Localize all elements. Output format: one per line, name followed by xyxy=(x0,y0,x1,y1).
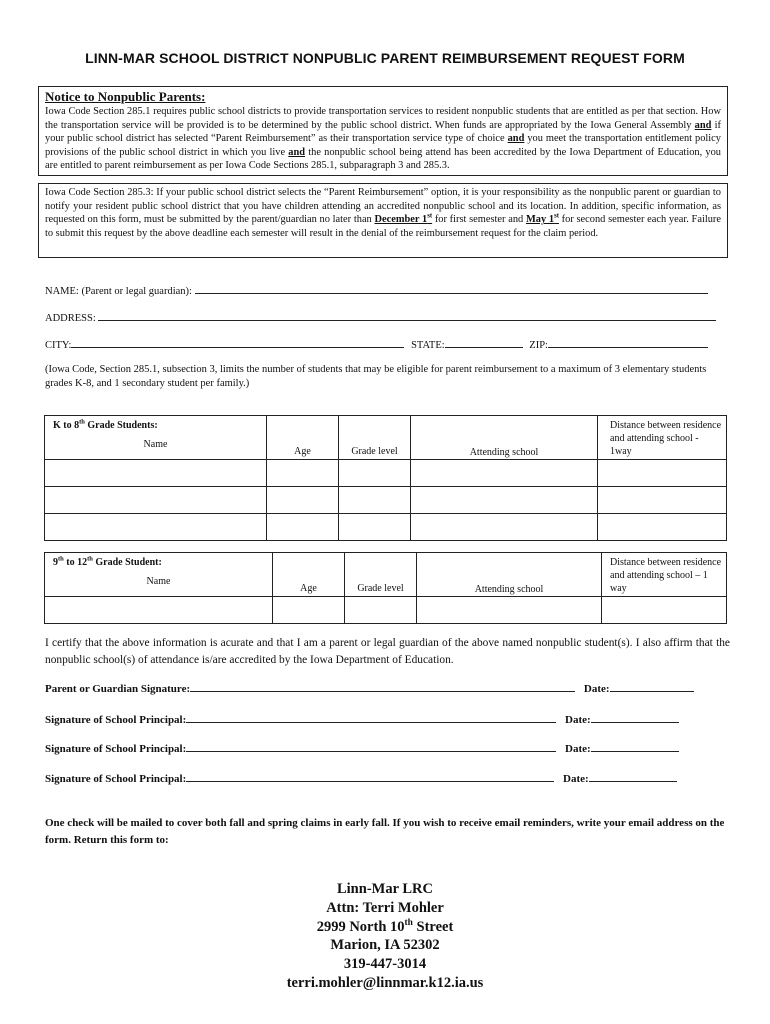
hs-distance-header: Distance between residence and attending school – 1 way xyxy=(602,553,727,597)
k8-row[interactable] xyxy=(45,514,727,541)
9-12-students-table xyxy=(44,552,727,624)
notice-paragraph: Iowa Code Section 285.1 requires public school districts to provide transportation services to resident nonpublic students that are entitled as per that section. How the transportation service will be provided is to be determined by the public school district. When funds are appropriated by the Iowa General Assembly and if your public school district has selected “Parent Reimbursement” as their transportation service type of choice and you meet the transportation entitlement policy provisions of the public school district in which you live and the nonpublic school being attend has been accredited by the Iowa Department of Education, you are entitled to parent reimbursement as per Iowa Code Sections 285.1, subparagraph 3 and 285.3. xyxy=(45,106,721,172)
hs-school-header: Attending school xyxy=(417,553,602,597)
principal-signature-line-1[interactable]: Signature of School Principal: Date: xyxy=(45,713,679,726)
principal-signature-blank[interactable] xyxy=(186,772,554,782)
hs-name-header: 9th to 12th Grade Student: Name xyxy=(45,553,273,597)
december-deadline: December 1st xyxy=(374,212,433,226)
student-limit-note: (Iowa Code, Section 285.1, subsection 3, limits the number of students that may be eligible for parent reimbursement to a maximum of 3 elementary students grades K-8, and 1 secondary student per family.) xyxy=(45,364,707,389)
city-state-zip-line xyxy=(45,338,708,351)
certification-statement: I certify that the above information is acurate and that I am a parent or legal guardian of the above named nonpublic student(s). I also affirm that the nonpublic school(s) of attendance is/are accredited by the Iowa Department of Education. xyxy=(45,637,730,666)
principal-signature-blank[interactable] xyxy=(186,713,556,723)
principal-signature-line-2[interactable]: Signature of School Principal: Date: xyxy=(45,742,679,755)
address-blank[interactable] xyxy=(98,311,716,321)
deadline-notice-box: Iowa Code Section 285.3: If your public school district selects the “Parent Reimbursement” option, it is your responsibility as the nonpublic parent or guardian to notify your resident public school district that you have children attending an accredited nonpublic school and its location. In addition, specific information, as requested on this form, must be submitted by the parent/guardian no later than December 1st for first semester and May 1st for second semester each year. Failure to submit this request by the above deadline each semester will result in the denial of the reimbursement request for the claim period. xyxy=(38,183,728,258)
k8-distance-header: Distance between residence and attending school - 1way xyxy=(598,416,727,460)
closing-instructions: One check will be mailed to cover both fall and spring claims in early fall. If you wish to receive email reminders, write your email address on the form. Return this form to: xyxy=(45,817,725,846)
notice-box xyxy=(38,86,728,176)
principal-date-blank[interactable] xyxy=(591,713,679,723)
name-field[interactable]: NAME: (Parent or legal guardian): xyxy=(45,284,708,297)
return-address xyxy=(0,880,770,993)
return-org: Linn-Mar LRC xyxy=(336,881,433,897)
hs-grade-header: Grade level xyxy=(345,553,417,597)
k8-grade-header: Grade level xyxy=(339,416,411,460)
city-blank[interactable] xyxy=(71,338,404,348)
form-title: LINN-MAR SCHOOL DISTRICT NONPUBLIC PARENT REIMBURSEMENT REQUEST FORM xyxy=(85,50,685,66)
principal-signature-blank[interactable] xyxy=(186,742,556,752)
k8-school-header: Attending school xyxy=(411,416,598,460)
address-field[interactable]: ADDRESS: xyxy=(45,311,716,324)
return-email[interactable]: terri.mohler@linnmar.k12.ia.us xyxy=(286,974,484,991)
return-city: Marion, IA 52302 xyxy=(330,937,440,954)
notice-heading: Notice to Nonpublic Parents: xyxy=(45,89,206,104)
state-blank[interactable] xyxy=(445,338,523,348)
hs-row[interactable] xyxy=(45,597,727,624)
k8-name-header: K to 8th Grade Students: Name xyxy=(45,416,267,460)
principal-date-blank[interactable] xyxy=(589,772,677,782)
principal-date-blank[interactable] xyxy=(591,742,679,752)
parent-signature-line[interactable]: Parent or Guardian Signature: Date: xyxy=(45,682,694,695)
return-street: 2999 North 10th Street xyxy=(316,917,454,935)
principal-signature-line-3[interactable]: Signature of School Principal: Date: xyxy=(45,772,677,785)
name-blank[interactable] xyxy=(195,284,708,294)
k8-students-table xyxy=(44,415,727,541)
may-deadline: May 1st xyxy=(525,212,559,226)
k8-table-heading: K to 8th Grade Students: xyxy=(53,418,158,431)
state-label: STATE: xyxy=(411,340,445,351)
zip-label: ZIP: xyxy=(529,340,548,351)
k8-age-header: Age xyxy=(267,416,339,460)
hs-table-heading: 9th to 12th Grade Student: xyxy=(53,555,162,568)
hs-age-header: Age xyxy=(273,553,345,597)
city-label: CITY: xyxy=(45,340,72,351)
return-attn: Attn: Terri Mohler xyxy=(326,899,444,916)
k8-row[interactable] xyxy=(45,487,727,514)
return-phone: 319-447-3014 xyxy=(343,956,427,973)
parent-signature-blank[interactable] xyxy=(190,682,575,692)
zip-blank[interactable] xyxy=(548,338,708,348)
parent-date-blank[interactable] xyxy=(610,682,694,692)
k8-row[interactable] xyxy=(45,460,727,487)
